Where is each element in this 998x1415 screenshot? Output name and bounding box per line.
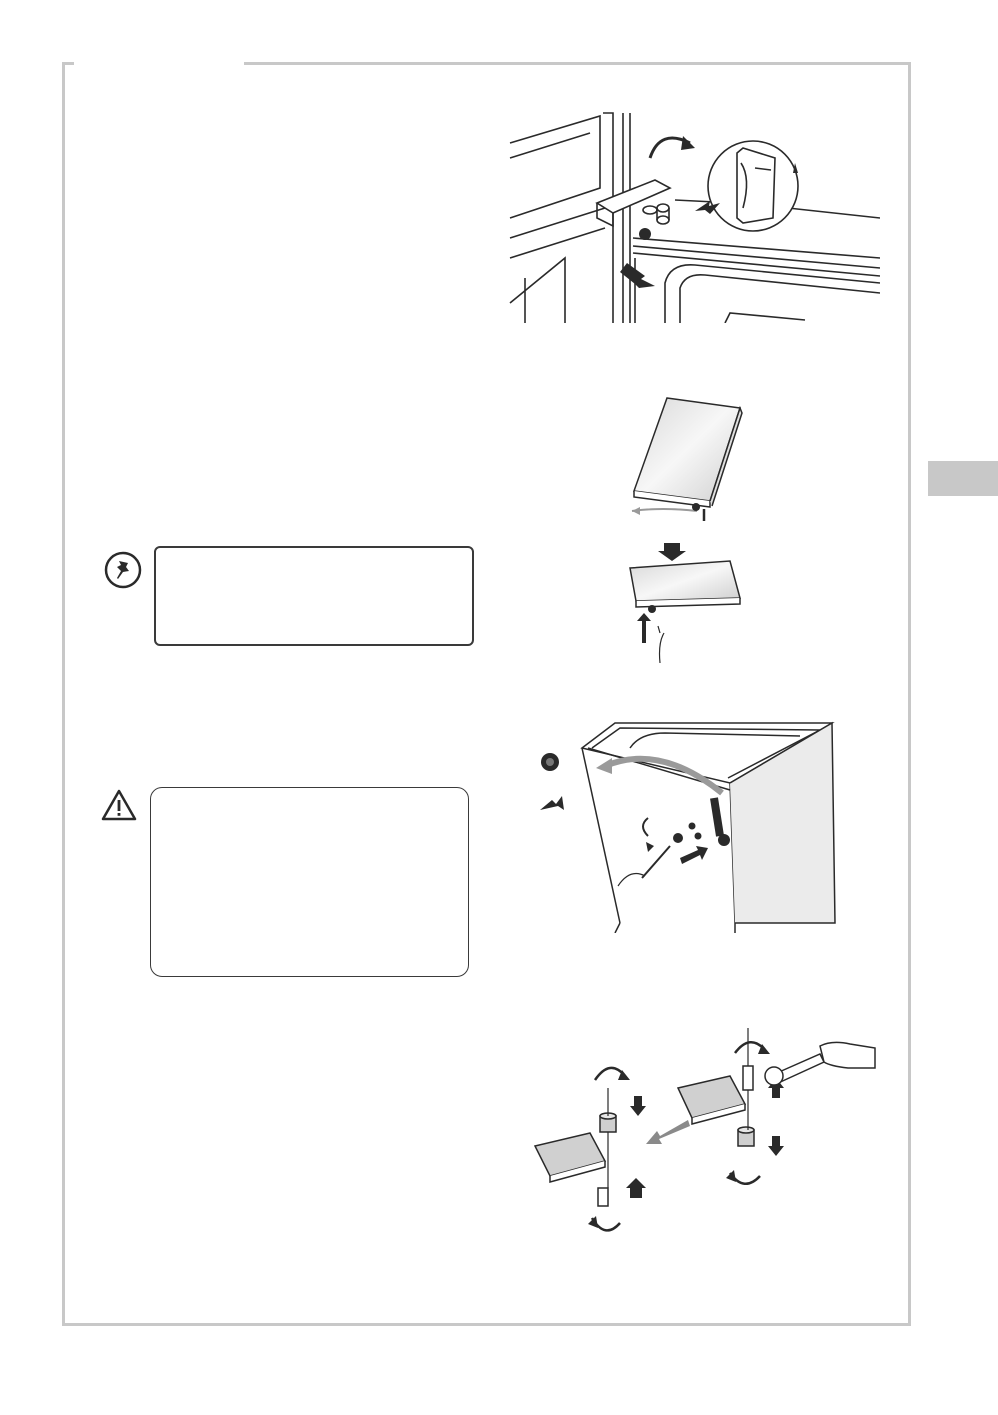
figure-door-flip <box>622 393 752 663</box>
pushpin-icon <box>103 550 143 590</box>
note-box <box>154 546 474 646</box>
section-tab <box>928 461 998 496</box>
figure-hinge-parts <box>530 1018 880 1248</box>
figure-hinge-removal <box>505 108 880 323</box>
warning-box <box>150 787 469 977</box>
figure-cabinet-top <box>530 718 840 933</box>
warning-triangle-icon <box>100 788 138 822</box>
header-gap <box>74 58 244 68</box>
